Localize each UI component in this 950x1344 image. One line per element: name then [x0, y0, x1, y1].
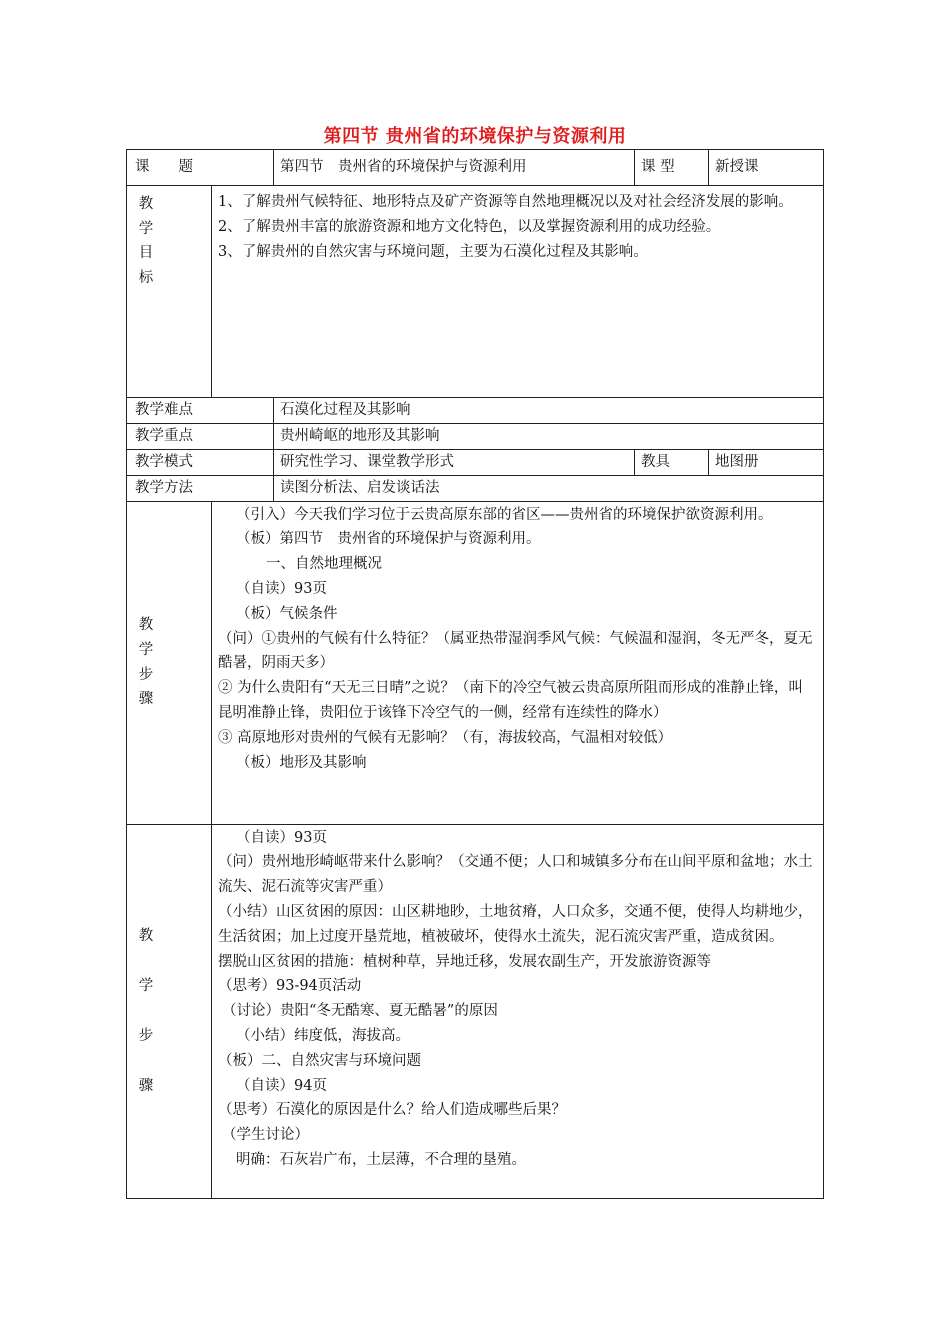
goals-content: [212, 186, 824, 398]
lesson-type-value: 新授课: [709, 150, 824, 186]
step-line: （板）气候条件: [236, 605, 338, 622]
steps-label-char: 教: [138, 617, 154, 633]
steps-content-2: [212, 824, 824, 1198]
lesson-type-label: 课 型: [635, 150, 709, 186]
step-line: （引入）今天我们学习位于云贵高原东部的省区——贵州省的环境保护欲资源利用。: [236, 506, 773, 523]
steps-label-2: [127, 824, 212, 1198]
difficulty-value: 石漠化过程及其影响: [274, 398, 824, 424]
mode-label: 教学模式: [127, 449, 274, 475]
step-line: （思考）石漠化的原因是什么？给人们造成哪些后果？: [218, 1102, 566, 1119]
goals-label-char: 标: [138, 269, 154, 286]
step-line: （问）贵州地形崎岖带来什么影响？（交通不便；人口和城镇多分布在山间平原和盆地；水土流失、泥石流等灾害严重）: [218, 854, 813, 896]
goals-label-char: 学: [138, 220, 154, 237]
method-value: 读图分析法、启发谈话法: [274, 475, 824, 501]
difficulty-row: [127, 398, 824, 424]
page-title: 第四节 贵州省的环境保护与资源利用: [323, 126, 627, 147]
step-line: 一、自然地理概况: [266, 556, 382, 573]
goals-label-char: 目: [138, 245, 154, 261]
goal-item: 1、了解贵州气候特征、地形特点及矿产资源等自然地理概况以及对社会经济发展的影响。: [218, 194, 793, 210]
step-line: （小结）山区贫困的原因：山区耕地眇，土地贫瘠，人口众多，交通不便，使得人均耕地少，生活贫困；加上过度开垦荒地，植被破坏，使得水土流失，泥石流灾害严重，造成贫困。: [218, 903, 813, 945]
mode-value: 研究性学习、课堂教学形式: [274, 449, 635, 475]
method-row: [127, 475, 824, 501]
step-line: 明确：石灰岩广布，土层薄，不合理的垦殖。: [236, 1151, 526, 1168]
lesson-plan-table: [126, 149, 824, 1199]
step-line: （自读）94页: [236, 1077, 327, 1094]
teaching-aid-value: 地图册: [709, 449, 824, 475]
goals-label-char: 教: [138, 196, 154, 212]
method-label: 教学方法: [127, 475, 274, 501]
key-point-value: 贵州崎岖的地形及其影响: [274, 424, 824, 450]
step-line: （问）①贵州的气候有什么特征？（属亚热带湿润季风气候：气候温和湿润，冬无严冬，夏无酷暑，阴雨天多）: [218, 630, 813, 672]
step-line: （思考）93-94页活动: [218, 978, 362, 995]
topic-row: [127, 150, 824, 186]
topic-label: 课 题: [127, 150, 274, 186]
goals-label: [127, 186, 212, 398]
step-line: ③ 高原地形对贵州的气候有无影响？（有，海拔较高，气温相对较低）: [218, 729, 673, 746]
steps-label-char: 教: [138, 927, 154, 944]
steps-label-char: 学: [138, 641, 154, 658]
key-point-label: 教学重点: [127, 424, 274, 450]
step-line: （板）二、自然灾害与环境问题: [218, 1052, 421, 1069]
step-line: （讨论）贵阳“冬无酷寒、夏无酷暑”的原因: [222, 1003, 498, 1020]
steps-row-1: [127, 501, 824, 824]
difficulty-label: 教学难点: [127, 398, 274, 424]
key-point-row: [127, 424, 824, 450]
step-line: 摆脱山区贫困的措施：植树种草，异地迁移，发展农副生产，开发旅游资源等: [218, 953, 711, 970]
mode-row: [127, 449, 824, 475]
goal-item: 2、了解贵州丰富的旅游资源和地方文化特色，以及掌握资源利用的成功经验。: [218, 218, 721, 235]
teaching-aid-label: 教具: [635, 449, 709, 475]
step-line: （板）第四节 贵州省的环境保护与资源利用。: [236, 531, 541, 548]
steps-label-char: 学: [138, 977, 154, 994]
steps-label-char: 骤: [138, 691, 154, 708]
step-line: （小结）纬度低，海拔高。: [236, 1027, 410, 1044]
step-line: （自读）93页: [236, 829, 327, 846]
steps-label-char: 骤: [138, 1077, 154, 1094]
steps-row-2: [127, 824, 824, 1198]
steps-label-char: 步: [138, 666, 154, 683]
step-line: （板）地形及其影响: [236, 754, 367, 771]
goal-item: 3、了解贵州的自然灾害与环境问题，主要为石漠化过程及其影响。: [218, 243, 648, 260]
step-line: （学生讨论）: [222, 1127, 309, 1144]
topic-value: 第四节 贵州省的环境保护与资源利用: [274, 150, 635, 186]
steps-label-char: 步: [138, 1027, 154, 1044]
step-line: （自读）93页: [236, 580, 327, 597]
step-line: ② 为什么贵阳有“天无三日晴”之说？（南下的冷空气被云贵高原所阻而形成的准静止锋，叫昆明准静止锋，贵阳位于该锋下冷空气的一侧，经常有连续性的降水）: [218, 680, 803, 721]
steps-content-1: [212, 501, 824, 824]
steps-label-1: [127, 501, 212, 824]
goals-row: [127, 186, 824, 398]
